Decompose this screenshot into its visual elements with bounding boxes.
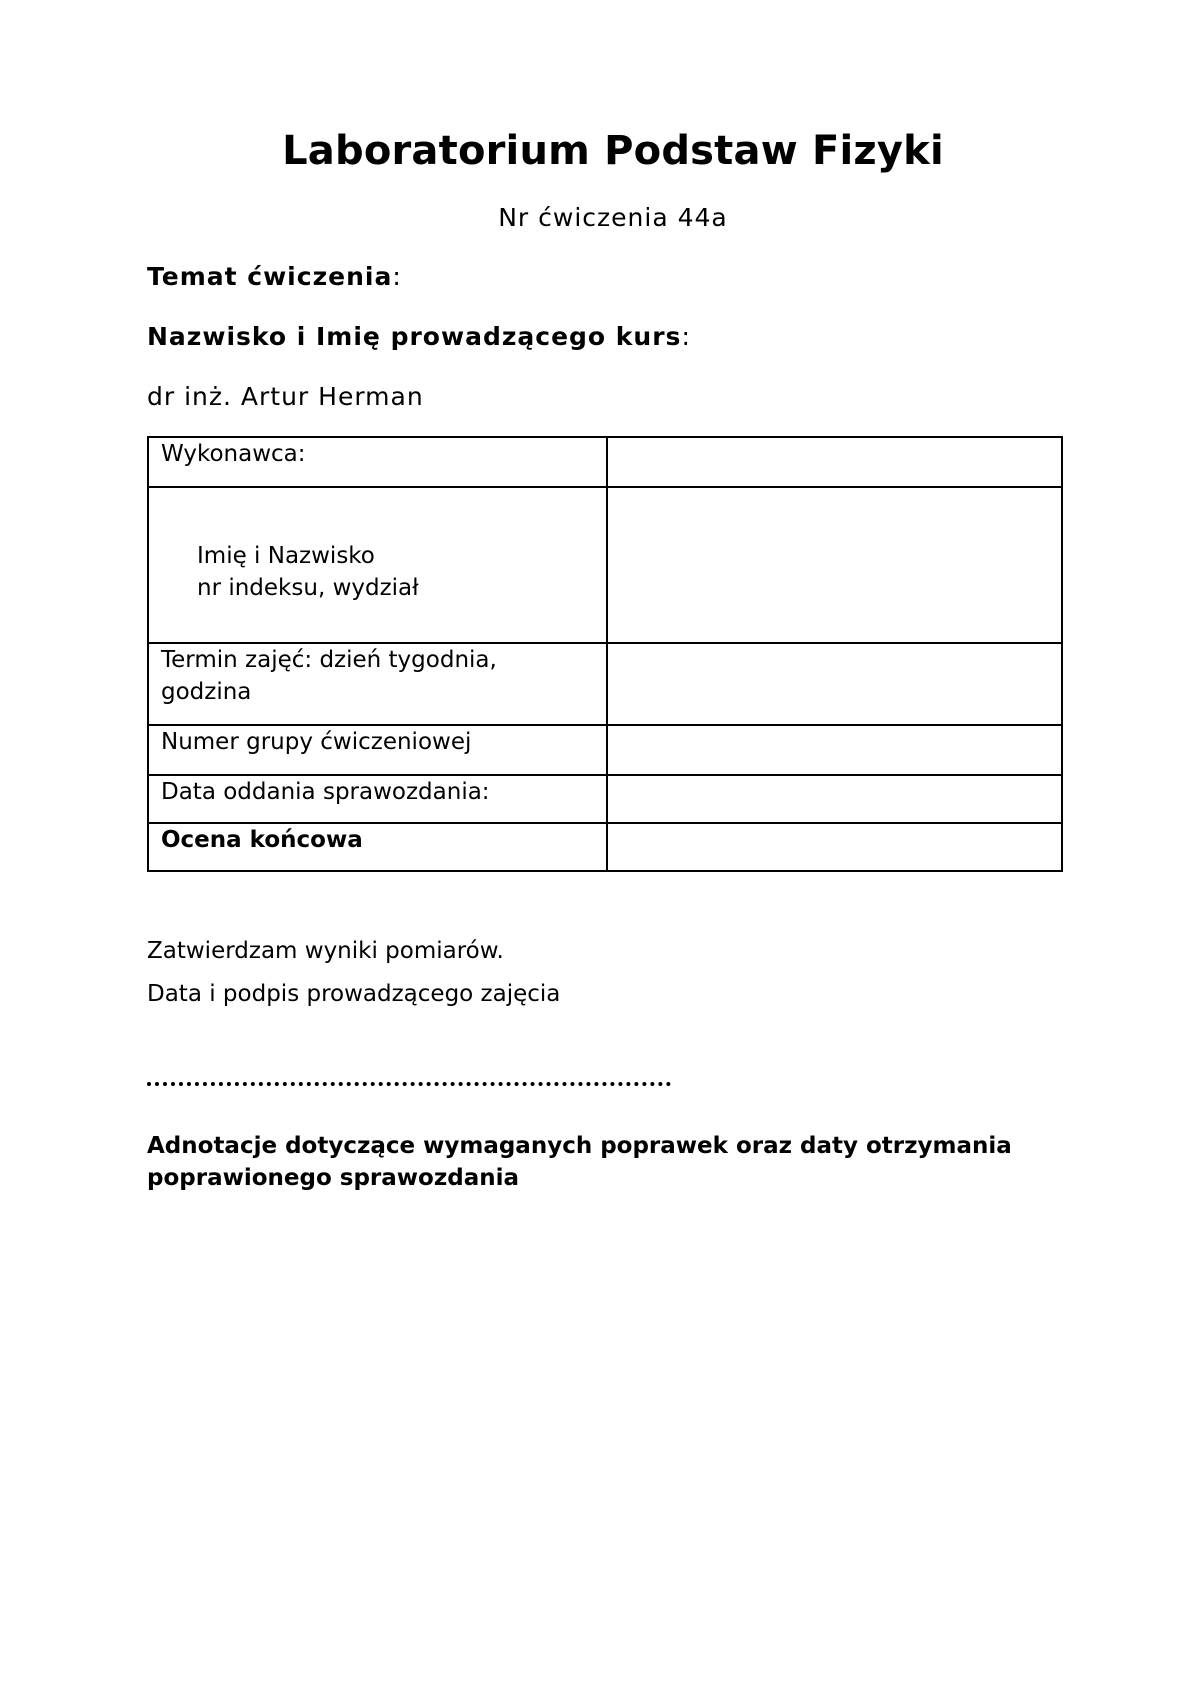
final-grade-label: Ocena końcowa	[148, 823, 607, 871]
class-term-value	[607, 643, 1062, 725]
exercise-number: Nr ćwiczenia 44a	[498, 203, 728, 232]
performer-label: Wykonawca:	[148, 437, 607, 487]
annotations-heading	[147, 1130, 1087, 1194]
final-grade-value	[607, 823, 1062, 871]
annotations-line2: poprawionego sprawozdania	[147, 1165, 519, 1191]
class-term-label-line1: Termin zajęć: dzień tygodnia,	[161, 647, 497, 673]
submission-date-label: Data oddania sprawozdania:	[148, 775, 607, 823]
supervisor-line	[147, 322, 691, 351]
signature-dotted-line	[147, 1082, 671, 1086]
topic-line	[147, 262, 402, 291]
signature-label: Data i podpis prowadzącego zajęcia	[147, 981, 561, 1007]
submission-date-value	[607, 775, 1062, 823]
supervisor-label: Nazwisko i Imię prowadzącego kurs	[147, 322, 682, 351]
topic-label: Temat ćwiczenia	[147, 262, 393, 291]
annotations-line1: Adnotacje dotyczące wymaganych poprawek oraz daty otrzymania	[147, 1133, 1012, 1159]
name-index-cell	[148, 487, 607, 643]
student-info-table	[147, 436, 1063, 872]
group-number-value	[607, 725, 1062, 775]
table-row	[148, 775, 1062, 823]
class-term-cell	[148, 643, 607, 725]
topic-colon: :	[392, 262, 402, 291]
name-label: Imię i Nazwisko	[197, 543, 375, 569]
table-row	[148, 725, 1062, 775]
table-row	[148, 643, 1062, 725]
table-row	[148, 823, 1062, 871]
performer-value	[607, 437, 1062, 487]
group-number-label: Numer grupy ćwiczeniowej	[148, 725, 607, 775]
supervisor-name: dr inż. Artur Herman	[147, 382, 424, 411]
name-index-value	[607, 487, 1062, 643]
confirmation-text: Zatwierdzam wyniki pomiarów.	[147, 938, 504, 964]
supervisor-colon: :	[681, 322, 691, 351]
name-index-label	[161, 488, 594, 604]
index-faculty-label: nr indeksu, wydział	[197, 575, 419, 601]
page-title: Laboratorium Podstaw Fizyki	[282, 128, 944, 174]
class-term-label-line2: godzina	[161, 679, 252, 705]
table-row	[148, 437, 1062, 487]
table-row	[148, 487, 1062, 643]
